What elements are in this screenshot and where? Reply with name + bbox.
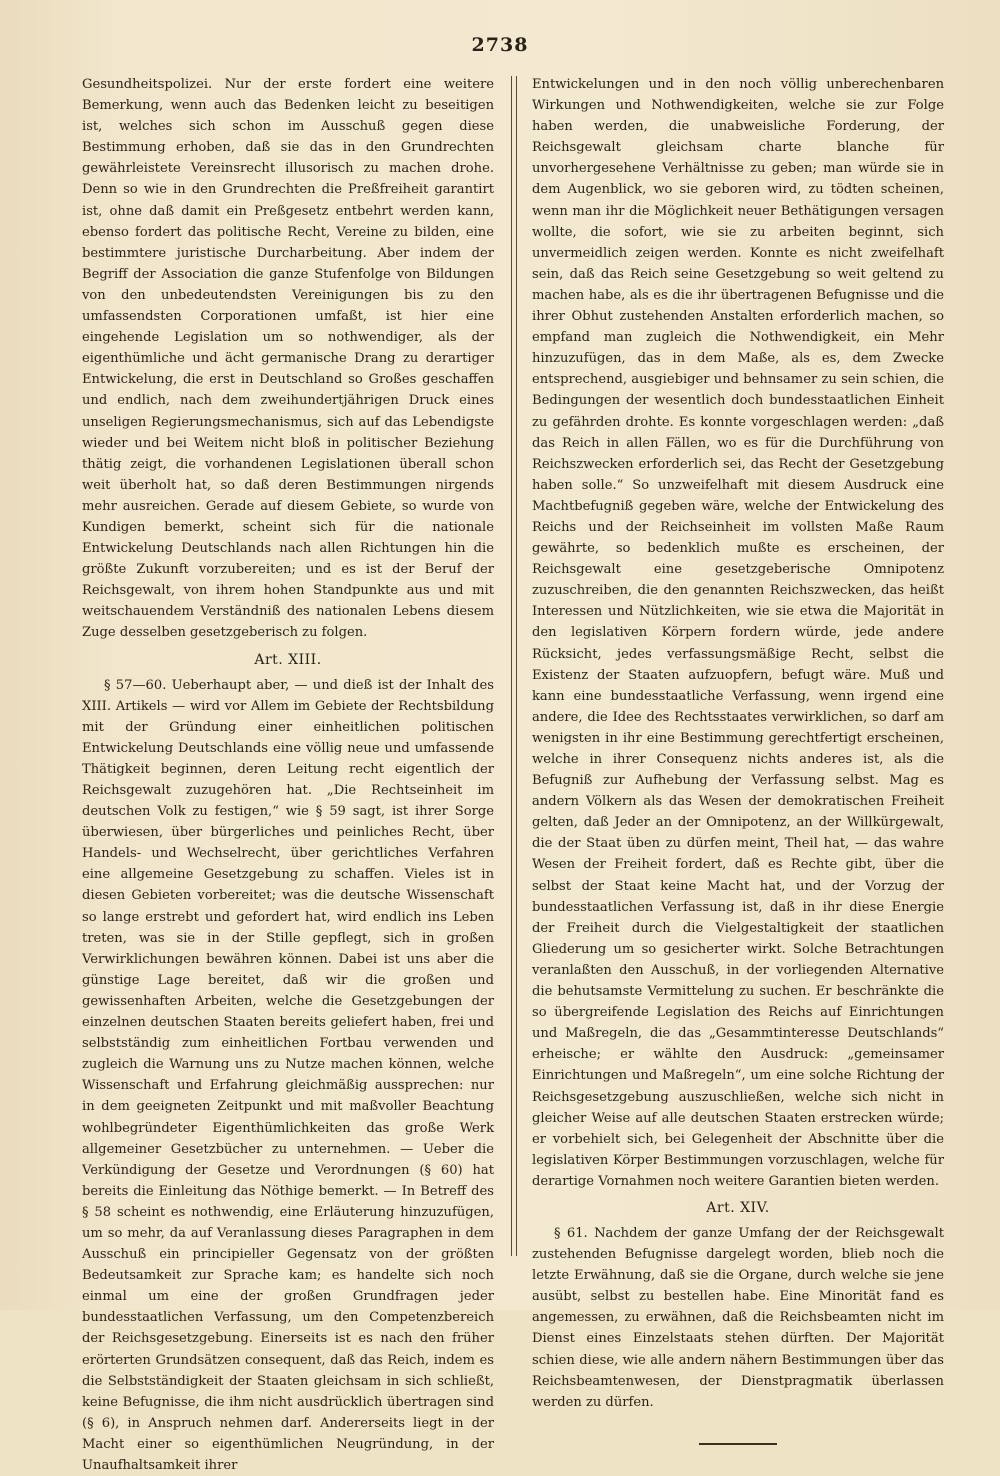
page-number: 2738 xyxy=(471,34,529,56)
text-columns xyxy=(82,74,944,1476)
left-column xyxy=(82,74,494,1476)
right-paragraph-2: § 61. Nachdem der ganze Umfang der der Reichsgewalt zustehenden Befugnisse dargelegt worden, blieb noch die letzte Erwähnung, daß sie die Organe, durch welche sie jene ausübt, selbst zu bestellen habe. Eine Minorität fand es angemessen, zu erwähnen, daß die Reichsbeamten nicht im Dienst eines Einzelstaats stehen dürften. Der Majorität schien diese, wie alle andern nähern Bestimmungen über das Reichsbeamtenwesen, der Dienstpragmatik überlassen werden zu dürfen. xyxy=(532,1225,944,1410)
article-heading-xiii: Art. XIII. xyxy=(254,651,322,668)
article-heading-xiv: Art. XIV. xyxy=(706,1199,770,1216)
right-paragraph-1: Entwickelungen und in den noch völlig unberechenbaren Wirkungen und Nothwendigkeiten, welche sie zur Folge haben werden, die unabweisliche Forderung, der Reichsgewalt gleichsam charte blanche für unvorhergesehene Verhältnisse zu geben; man würde sie in dem Augenblick, wo sie geboren wird, zu tödten scheinen, wenn man ihr die Möglichkeit neuer Bethätigungen versagen wollte, die sofort, wie sie zu arbeiten beginnt, sich unvermeidlich zeigen werden. Konnte es nicht zweifelhaft sein, daß das Reich seine Gesetzgebung so weit geltend zu machen habe, als es die ihr übertragenen Befugnisse und die ihrer Obhut zustehenden Anstalten erforderlich machen, so empfand man zugleich die Nothwendigkeit, ein Mehr hinzuzufügen, das in dem Maße, als es, dem Zwecke entsprechend, ausgiebiger und behnsamer zu sein schien, die Bedingungen der wesentlich doch bundesstaatlichen Einheit zu gefährden drohte. Es konnte vorgeschlagen werden: „daß das Reich in allen Fällen, wo es für die Durchführung von Reichszwecken erforderlich sei, das Recht der Gesetzgebung haben solle.“ So unzweifelhaft mit diesem Ausdruck eine Machtbefugniß gegeben wäre, welche der Entwickelung des Reichs und der Reichseinheit im vollsten Maße Raum gewährte, so bedenklich mußte es erscheinen, der Reichsgewalt eine gesetzgeberische Omnipotenz zuzuschreiben, die den genannten Reichszwecken, das heißt Interessen und Nützlichkeiten, wie sie etwa die Majorität in den legislativen Körpern fordern würde, jede andere Rücksicht, jedes verfassungsmäßige Recht, selbst die Existenz der Staaten aufzuopfern, befugt wäre. Muß und kann eine bundesstaatliche Verfassung, wenn irgend eine andere, die Idee des Rechtsstaates verwirklichen, so darf am wenigsten in ihr eine Bestimmung gerechtfertigt erscheinen, welche in ihrer Consequenz nichts anderes ist, als die Befugniß zur Aufhebung der Verfassung selbst. Mag es andern Völkern als das Wesen der demokratischen Freiheit gelten, daß Jeder an der Omnipotenz, an der Willkürgewalt, die der Staat üben zu dürfen meint, Theil hat, — das wahre Wesen der Freiheit fordert, daß es Rechte gibt, über die selbst der Staat keine Macht hat, und der Vorzug der bundesstaatlichen Verfassung ist, daß in ihr diese Energie der Freiheit durch die Vielgestaltigkeit der staatlichen Gliederung um so gesicherter wirkt. Solche Betrachtungen veranlaßten den Ausschuß, in der vorliegenden Alternative die behutsamste Vermittelung zu suchen. Er beschränkte die so übergreifende Legislation des Reichs auf Einrichtungen und Maßregeln, die das „Gesammtinteresse Deutschlands“ erheische; er wählte den Ausdruck: „gemeinsamer Einrichtungen und Maßregeln“, um eine solche Richtung der Reichsgesetzgebung auszuschließen, welche sich nicht in gleicher Weise auf alle deutschen Staaten erstrecken würde; er vorbehielt sich, bei Gelegenheit der Abschnitte über die legislativen Körper Bestimmungen vorzuschlagen, welche für derartige Vornahmen noch weitere Garantien bieten werden. xyxy=(532,77,944,1189)
end-rule xyxy=(699,1443,777,1445)
left-paragraph-2: § 57—60. Ueberhaupt aber, — und dieß ist der Inhalt des XIII. Artikels — wird vor Allem im Gebiete der Rechtsbildung mit der Gründung einer einheitlichen politischen Entwickelung Deutschlands eine völlig neue und umfassende Thätigkeit beginnen, deren Leitung recht eigentlich der Reichsgewalt zuzugehören hat. „Die Rechtseinheit im deutschen Volk zu festigen,“ wie § 59 sagt, ist ihrer Sorge überwiesen, über bürgerliches und peinliches Recht, über Handels- und Wechselrecht, über gerichtliches Verfahren eine allgemeine Gesetzgebung zu schaffen. Vieles ist in diesen Gebieten vorbereitet; was die deutsche Wissenschaft so lange erstrebt und gefordert hat, wird endlich ins Leben treten, was sie in der Stille gepflegt, sich in großen Verwirklichungen bewähren können. Dabei ist uns aber die günstige Lage bereitet, daß wir die großen und gewissenhaften Arbeiten, welche die Gesetzgebungen der einzelnen deutschen Staaten bereits geliefert haben, frei und selbstständig zum einheitlichen Fortbau verwenden und zugleich die Warnung uns zu Nutze machen können, welche Wissenschaft und Erfahrung gleichmäßig aussprechen: nur in dem geeigneten Zeitpunkt und mit maßvoller Beachtung wohlbegründeter Eigenthümlichkeiten das große Werk allgemeiner Gesetzbücher zu unternehmen. — Ueber die Verkündigung der Gesetze und Verordnungen (§ 60) hat bereits die Einleitung das Nöthige bemerkt. — In Betreff des § 58 scheint es nothwendig, eine Erläuterung hinzuzufügen, um so mehr, da auf Veranlassung dieses Paragraphen in dem Ausschuß ein principieller Gegensatz von der größten Bedeutsamkeit zur Sprache kam; es handelte sich noch einmal um eine der großen Grundfragen jeder bundesstaatlichen Verfassung, um den Competenzbereich der Reichsgesetzgebung. Einerseits ist es nach den früher erörterten Grundsätzen consequent, daß das Reich, indem es die Selbstständigkeit der Staaten gleichsam in sich schließt, keine Befugnisse, die ihm nicht ausdrücklich übertragen sind (§ 6), in Anspruch nehmen darf. Andererseits liegt in der Macht einer so eigenthümlichen Neugründung, in der Unaufhaltsamkeit ihrer xyxy=(82,677,494,1473)
left-paragraph-1: Gesundheitspolizei. Nur der erste fordert eine weitere Bemerkung, wenn auch das Bedenken leicht zu beseitigen ist, welches sich schon im Ausschuß gegen diese Bestimmung erhoben, daß sie das in den Grundrechten gewährleistete Vereinsrecht illusorisch zu machen drohe. Denn so wie in den Grundrechten die Preßfreiheit garantirt ist, ohne daß damit ein Preßgesetz entbehrt werden kann, ebenso fordert das politische Recht, Vereine zu bilden, eine bestimmtere juristische Durcharbeitung. Aber indem der Begriff der Association die ganze Stufenfolge von Bildungen von den unbedeutendsten Vereinigungen bis zu den umfassendsten Corporationen umfaßt, ist hier eine eingehende Legislation um so nothwendiger, als der eigenthümliche und ächt germanische Drang zu derartiger Entwickelung, die erst in Deutschland so Großes geschaffen und endlich, nach dem zweihundertjährigen Druck eines unseligen Regierungsmechanismus, sich auf das Lebendigste wieder und bei Weitem nicht bloß in politischer Beziehung thätig zeigt, die vorhandenen Legislationen überall schon weit überholt hat, so daß deren Bestimmungen nirgends mehr ausreichen. Gerade auf diesem Gebiete, so wurde von Kundigen bemerkt, scheint sich für die nationale Entwickelung Deutschlands nach allen Richtungen hin die größte Zukunft vorzubereiten; und es ist der Beruf der Reichsgewalt, von ihrem hohen Standpunkte aus und mit weitschauendem Verständniß des nationalen Lebens diesem Zuge desselben gesetzgeberisch zu folgen. xyxy=(82,77,494,641)
right-column xyxy=(532,74,944,1476)
